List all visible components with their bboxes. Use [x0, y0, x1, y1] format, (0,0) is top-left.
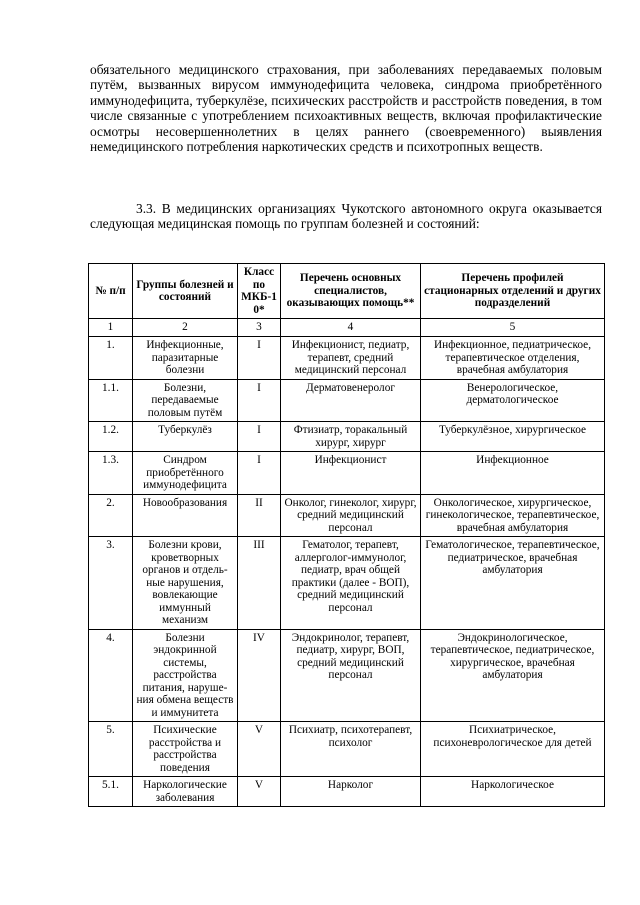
table-row	[89, 337, 605, 380]
cell-specialists: Фтизиатр, торакальный хирург, хирург	[281, 422, 421, 452]
cell-profiles: Онкологическое, хирургическое, гинекологическое, терапевтическое, врачебная амбулатория	[421, 494, 605, 537]
cell-num: 1.3.	[89, 452, 133, 495]
cell-class: V	[238, 722, 281, 777]
cell-profiles: Венерологическое, дерматологическое	[421, 379, 605, 422]
cell-class: I	[238, 452, 281, 495]
header-profiles: Перечень профилей стационарных отделений и других подразделений	[421, 264, 605, 319]
cell-group: Наркологические заболевания	[133, 777, 238, 807]
paragraph-3-3	[90, 201, 602, 232]
cell-class: I	[238, 337, 281, 380]
cell-specialists: Психиатр, психотерапевт, психолог	[281, 722, 421, 777]
table-row	[89, 422, 605, 452]
cell-class: III	[238, 537, 281, 630]
column-number: 3	[238, 319, 281, 337]
cell-num: 1.1.	[89, 379, 133, 422]
cell-group: Инфекционные, паразитарные болезни	[133, 337, 238, 380]
table-row	[89, 379, 605, 422]
cell-profiles: Эндокринологическое, терапевтическое, педиатрическое, хирургическое, врачебная амбулатория	[421, 629, 605, 722]
cell-group: Туберкулёз	[133, 422, 238, 452]
cell-num: 3.	[89, 537, 133, 630]
cell-num: 4.	[89, 629, 133, 722]
cell-class: II	[238, 494, 281, 537]
cell-num: 2.	[89, 494, 133, 537]
cell-class: I	[238, 422, 281, 452]
cell-specialists: Инфекционист	[281, 452, 421, 495]
paragraph-continuation	[90, 62, 602, 154]
cell-num: 1.2.	[89, 422, 133, 452]
cell-group: Синдром приобретённого иммунодефицита	[133, 452, 238, 495]
cell-group: Болезни крови, кроветворных органов и отдель-ные нарушения, вовлекающие иммунный механизм	[133, 537, 238, 630]
cell-group: Новообразования	[133, 494, 238, 537]
cell-group: Болезни эндокринной системы, расстройства питания, наруше-ния обмена веществ и иммунитета	[133, 629, 238, 722]
cell-specialists: Эндокринолог, терапевт, педиатр, хирург, ВОП, средний медицинский персонал	[281, 629, 421, 722]
cell-class: IV	[238, 629, 281, 722]
cell-class: V	[238, 777, 281, 807]
cell-profiles: Инфекционное, педиатрическое, терапевтическое отделения, врачебная амбулатория	[421, 337, 605, 380]
column-number: 4	[281, 319, 421, 337]
cell-profiles: Инфекционное	[421, 452, 605, 495]
table-row	[89, 537, 605, 630]
header-group: Группы болезней и состояний	[133, 264, 238, 319]
table-body	[89, 319, 605, 807]
table-row	[89, 777, 605, 807]
column-number: 2	[133, 319, 238, 337]
cell-specialists: Гематолог, терапевт, аллерголог-иммунолог, педиатр, врач общей практики (далее - ВОП), средний медицинский персонал	[281, 537, 421, 630]
table-row	[89, 452, 605, 495]
table-row	[89, 629, 605, 722]
cell-specialists: Онколог, гинеколог, хирург, средний медицинский персонал	[281, 494, 421, 537]
cell-class: I	[238, 379, 281, 422]
cell-profiles: Туберкулёзное, хирургическое	[421, 422, 605, 452]
header-specialists: Перечень основных специалистов, оказывающих помощь**	[281, 264, 421, 319]
cell-specialists: Инфекционист, педиатр, терапевт, средний медицинский персонал	[281, 337, 421, 380]
column-number: 5	[421, 319, 605, 337]
cell-profiles: Психиатрическое, психоневрологическое для детей	[421, 722, 605, 777]
table-row	[89, 494, 605, 537]
cell-profiles: Гематологическое, терапевтическое, педиатрическое, врачебная амбулатория	[421, 537, 605, 630]
cell-num: 5.	[89, 722, 133, 777]
cell-specialists: Нарколог	[281, 777, 421, 807]
cell-group: Болезни, передаваемые половым путём	[133, 379, 238, 422]
column-number-row	[89, 319, 605, 337]
cell-num: 1.	[89, 337, 133, 380]
disease-groups-table	[88, 263, 605, 807]
paragraph-text: 3.3. В медицинских организациях Чукотского автономного округа оказывается следующая медицинская помощь по группам болезней и состояний:	[90, 201, 602, 232]
column-number: 1	[89, 319, 133, 337]
cell-specialists: Дерматовенеролог	[281, 379, 421, 422]
cell-group: Психические расстройства и расстройства поведения	[133, 722, 238, 777]
table-header-row	[89, 264, 605, 319]
header-class: Класс по МКБ-10*	[238, 264, 281, 319]
cell-num: 5.1.	[89, 777, 133, 807]
paragraph-text: обязательного медицинского страхования, при заболеваниях передаваемых половым путём, вызванных вирусом иммунодефицита человека, синдрома приобретённого иммунодефицита, туберкулёзе, психических расстройств и расстройств поведения, в том числе связанные с употреблением психоактивных веществ, включая профилактические осмотры несовершеннолетних в целях раннего (своевременного) выявления немедицинского потребления наркотических средств и психотропных веществ.	[90, 62, 602, 155]
header-num: № п/п	[89, 264, 133, 319]
cell-profiles: Наркологическое	[421, 777, 605, 807]
table-row	[89, 722, 605, 777]
